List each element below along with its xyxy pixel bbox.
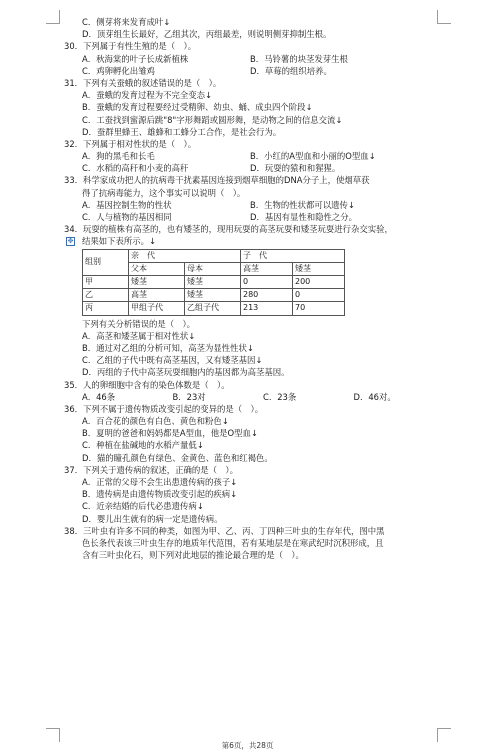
question-32-stem: 32．下列属于相对性状的是（ ）。 bbox=[64, 138, 197, 149]
page-footer: 第6页，共28页 bbox=[221, 741, 274, 750]
subheader-father: 父本 bbox=[129, 262, 185, 275]
subheader-short: 矮茎 bbox=[293, 262, 345, 275]
option-a: A．46条 bbox=[82, 391, 116, 402]
table-cell: 213 bbox=[241, 302, 293, 315]
option-a: A．秋海棠的叶子长成新植株 bbox=[82, 53, 189, 64]
option-d: D．猫的瞳孔颜色有绿色、金黄色、蓝色和红褐色。 bbox=[82, 452, 273, 463]
question-30-stem: 30．下列属于有性生殖的是（ ）。 bbox=[64, 41, 197, 52]
option-b: B．夏明的爸爸和妈妈都是A型血，他是O型血↓ bbox=[82, 428, 258, 439]
table-cell: 280 bbox=[241, 289, 293, 302]
table-cell: 矮茎 bbox=[185, 275, 241, 288]
option-b: B．小红的A型血和小丽的O型血↓ bbox=[250, 151, 376, 162]
option-d: D．玩耍的猿和和猩猩。 bbox=[250, 163, 341, 174]
option-c: C．工蚕找到蜜源后跳"8"字形舞蹈或圆形舞，是动物之间的信息交流↓ bbox=[82, 114, 343, 125]
question-33-options-row-2 bbox=[64, 211, 444, 223]
table-cell: 0 bbox=[241, 275, 293, 288]
question-38-stem-line-2: 色长条代表该三叶虫生存的地质年代范围，若有某地层是在寒武纪时沉积形成，且 bbox=[82, 537, 384, 548]
option-d: D．草莓的组织培养。 bbox=[250, 65, 332, 76]
question-33-stem: 33．科学家成功把人的抗病毒干扰素基因连接到烟草细胞的DNA分子上，使烟草获 bbox=[64, 175, 370, 186]
table-cell: 乙 bbox=[83, 289, 129, 302]
table-row bbox=[83, 275, 345, 288]
table-cell: 70 bbox=[293, 302, 345, 315]
option-a: A．正常的父母不会生出患遗传病的孩子↓ bbox=[82, 477, 238, 488]
question-32-options-row-1 bbox=[64, 150, 444, 162]
question-35-options bbox=[64, 391, 444, 403]
header-children: 子 代 bbox=[241, 249, 345, 262]
option-a: A．狗的黑毛和长毛 bbox=[82, 151, 155, 162]
question-34-prompt: 下列有关分析错误的是（ ）。 bbox=[82, 318, 196, 329]
header-parents: 亲 代 bbox=[129, 249, 241, 262]
question-30-options-row-2 bbox=[64, 65, 444, 77]
option-d: D．基因有显性和隐性之分。 bbox=[250, 212, 357, 222]
option-d: D．46对。 bbox=[353, 391, 396, 402]
option-b: B．马铃薯的块茎发芽生根 bbox=[250, 53, 348, 64]
cross-experiment-table bbox=[82, 249, 345, 316]
option-a: A．基因控制生物的性状 bbox=[82, 199, 172, 210]
option-d: D．蚕群里蜂王、雄蜂和工蜂分工合作，是社会行为。 bbox=[82, 126, 282, 137]
question-32-options-row-2 bbox=[64, 162, 444, 174]
table-cell: 高茎 bbox=[129, 289, 185, 302]
table-cell: 乙组子代 bbox=[185, 302, 241, 315]
option-c: C．种植在盐碱地的水稻产量低↓ bbox=[82, 440, 204, 451]
document-body bbox=[64, 16, 444, 561]
option-a: A．高茎和矮茎属于相对性状↓ bbox=[82, 330, 196, 341]
question-31-stem: 31．下列有关蚕蛾的叙述错误的是（ ）。 bbox=[64, 77, 222, 88]
option-b: B．23对 bbox=[172, 391, 206, 402]
question-36-stem: 36．下列不属于遗传物质改变引起的变异的是（ ）。 bbox=[64, 403, 264, 414]
table-cell: 矮茎 bbox=[185, 289, 241, 302]
option-c: C．近亲结婚的后代必患遗传病↓ bbox=[82, 501, 204, 512]
table-header-row bbox=[83, 249, 345, 262]
question-34-stem: 34．玩耍的植株有高茎的，也有矮茎的，现用玩耍的高茎玩耍和矮茎玩耍进行杂交实验， bbox=[64, 224, 393, 235]
subheader-mother: 母本 bbox=[185, 262, 241, 275]
option-b: B．生物的性状都可以遗传↓ bbox=[250, 199, 355, 210]
question-33-options-row-1 bbox=[64, 199, 444, 211]
table-cell: 甲组子代 bbox=[129, 302, 185, 315]
table-cell: 丙 bbox=[83, 302, 129, 315]
option-a: A．蚕蛾的发育过程为不完全变态↓ bbox=[82, 90, 212, 101]
table-move-handle-icon[interactable]: ✥ bbox=[67, 236, 74, 245]
table-row bbox=[83, 302, 345, 315]
question-33-stem-continued: 得了抗病毒能力，这个事实可以说明（ ）。 bbox=[82, 187, 246, 198]
table-cell: 甲 bbox=[83, 275, 129, 288]
question-30-options-row-1 bbox=[64, 53, 444, 65]
line-top-0: C．侧芽将来发育成叶↓ bbox=[82, 17, 171, 27]
option-c: C．人与植物的基因相同 bbox=[82, 212, 172, 222]
option-b: B．遗传病是由遗传物质改变引起的疾病↓ bbox=[82, 489, 238, 500]
crop-mark-top-left bbox=[46, 10, 60, 24]
option-d: D．婴儿出生就有的病一定是遗传病。 bbox=[82, 513, 223, 524]
table-row bbox=[83, 289, 345, 302]
subheader-tall: 高茎 bbox=[241, 262, 293, 275]
option-c: C．水稻的高秆和小麦的高秆 bbox=[82, 163, 189, 174]
question-34-stem-continued: 结果如下表所示。↓ bbox=[82, 236, 157, 247]
header-group: 组别 bbox=[83, 249, 129, 275]
question-35-stem: 35．人的卵细胞中含有的染色体数是（ ）。 bbox=[64, 379, 230, 390]
option-c: C．23条 bbox=[263, 391, 297, 402]
question-37-stem: 37．下列关于遗传病的叙述，正确的是（ ）。 bbox=[64, 464, 238, 475]
table-cell: 0 bbox=[293, 289, 345, 302]
option-b: B．通过对乙组的分析可知，高茎为显性性状↓ bbox=[82, 342, 254, 353]
option-b: B．蚕蛾的发育过程要经过受精卵、幼虫、蛹、成虫四个阶段↓ bbox=[82, 102, 313, 113]
table-cell: 矮茎 bbox=[129, 275, 185, 288]
option-c: C．鸡卵孵化出雏鸡 bbox=[82, 65, 155, 76]
option-c: C．乙组的子代中既有高茎基因，又有矮茎基因↓ bbox=[82, 355, 263, 366]
option-d: D．丙组的子代中高茎玩耍细胞内的基因都为高茎基因。 bbox=[82, 367, 290, 378]
question-38-stem-line-3: 含有三叶虫化石，则下列对此地层的推论最合理的是（ ）。 bbox=[82, 550, 304, 561]
question-38-stem: 38．三叶虫有许多不同的种类，如图为甲、乙、丙、丁四种三叶虫的生存年代，图中黑 bbox=[64, 525, 385, 536]
table-cell: 200 bbox=[293, 275, 345, 288]
line-top-1: D．顶芽组生长最好，乙组其次，丙组最差，则说明侧芽抑制生根。 bbox=[82, 29, 332, 40]
option-a: A．百合花的颜色有白色、黄色和粉色↓ bbox=[82, 416, 229, 427]
